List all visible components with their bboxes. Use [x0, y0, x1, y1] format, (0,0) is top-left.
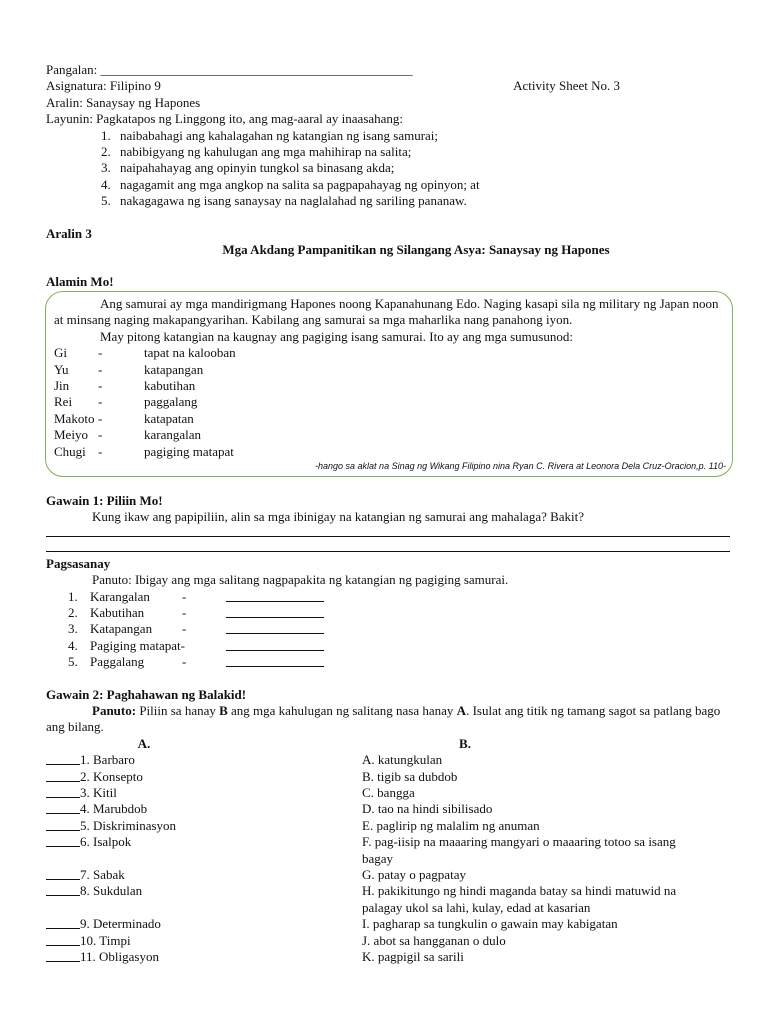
term-a: 11. Obligasyon: [80, 949, 159, 965]
objective-item: 4. nagagamit ang mga angkop na salita sa pagpapahayag ng opinyon; at: [114, 177, 726, 193]
pagsasanay-heading: Pagsasanay: [46, 555, 111, 571]
column-a-ref: A: [456, 703, 467, 718]
drill-item: [46, 638, 726, 654]
definition-b: J. abot sa hangganan o dulo: [362, 932, 506, 948]
drill-answer-blank[interactable]: [226, 589, 324, 602]
definition-b: D. tao na hindi sibilisado: [362, 801, 493, 817]
answer-blank[interactable]: [46, 867, 80, 880]
trait-dash: -: [98, 427, 103, 443]
alamin-paragraph-2: May pitong katangian na kaugnay ang pagiging isang samurai. Ito ay ang mga sumusunod:: [100, 328, 573, 344]
answer-blank[interactable]: [46, 785, 80, 798]
answer-blank[interactable]: [46, 801, 80, 814]
term-a: 1. Barbaro: [80, 752, 135, 768]
drill-answer-blank[interactable]: [226, 621, 324, 634]
alamin-paragraph-1: Ang samurai ay mga mandirigmang Hapones noong Kapanahunang Edo. Naging kasapi sila ng military ng Japan noon at minsang naging makapangyarihan. Kabilang ang samurai sa mga maharlika nang panahong iyon.: [54, 295, 719, 328]
trait-dash: -: [98, 361, 103, 377]
trait-term: Yu: [54, 361, 69, 377]
drill-dash: -: [182, 654, 187, 670]
pagsasanay-list: [46, 589, 726, 671]
matching-row: [46, 834, 726, 867]
definition-b: C. bangga: [362, 785, 415, 801]
trait-term: Chugi: [54, 443, 86, 459]
answer-blank[interactable]: [46, 883, 80, 896]
trait-row: [54, 411, 726, 427]
drill-answer-blank[interactable]: [226, 605, 324, 618]
source-citation: -hango sa aklat na Sinag ng Wikang Filipino nina Ryan C. Rivera at Leonora Dela Cruz-Oracion,p. 110-: [315, 460, 726, 471]
matching-row: [46, 949, 726, 965]
term-a: 5. Diskriminasyon: [80, 817, 177, 833]
lesson-line: Aralin: Sanaysay ng Hapones: [46, 94, 201, 110]
definition-b: E. paglirip ng malalim ng anuman: [362, 817, 540, 833]
objective-intro: Layunin: Pagkatapos ng Linggong ito, ang mag-aaral ay inaasahang:: [46, 111, 404, 127]
drill-answer-blank[interactable]: [226, 654, 324, 667]
drill-item: [46, 654, 726, 670]
matching-row: [46, 916, 726, 932]
instruction-text: ang mga kahulugan ng salitang nasa hanay: [227, 703, 457, 718]
drill-dash: -: [182, 604, 187, 620]
alamin-heading: Alamin Mo!: [46, 274, 114, 290]
objectives-list: [46, 128, 726, 210]
matching-row: [46, 933, 726, 949]
term-a: 6. Isalpok: [80, 834, 132, 850]
trait-meaning: kabutihan: [144, 377, 196, 393]
trait-term: Rei: [54, 394, 73, 410]
definition-b: F. pag-iisip na maaaring mangyari o maaaring totoo sa isang bagay: [362, 834, 676, 866]
trait-dash: -: [98, 443, 103, 459]
answer-blank[interactable]: [46, 916, 80, 929]
gawain1-question: Kung ikaw ang papipiliin, alin sa mga ibinigay na katangian ng samurai ang mahalaga? Bakit?: [92, 509, 585, 525]
instruction-text: . Isulat ang titik ng tamang sagot sa patlang bago ang bilang.: [46, 703, 721, 735]
trait-dash: -: [98, 377, 103, 393]
drill-item: [46, 589, 726, 605]
drill-word: Paggalang: [90, 654, 145, 670]
definition-b: K. pagpigil sa sarili: [362, 949, 464, 965]
trait-row: [54, 444, 726, 460]
objective-item: 1. naibabahagi ang kahalagahan ng katangian ng isang samurai;: [114, 128, 726, 144]
objective-item: 2. nabibigyang ng kahulugan ang mga mahihirap na salita;: [114, 144, 726, 160]
gawain2-heading: Gawain 2: Paghahawan ng Balakid!: [46, 686, 247, 702]
trait-meaning: paggalang: [144, 394, 198, 410]
matching-row: [46, 785, 726, 801]
subject-label: Asignatura: Filipino 9: [46, 78, 161, 94]
term-a: 7. Sabak: [80, 867, 125, 883]
drill-dash: -: [182, 588, 187, 604]
drill-item: [46, 621, 726, 637]
trait-meaning: pagiging matapat: [144, 443, 234, 459]
trait-term: Meiyo: [54, 427, 88, 443]
answer-blank[interactable]: [46, 834, 80, 847]
term-a: 8. Sukdulan: [80, 883, 143, 899]
trait-dash: -: [98, 410, 103, 426]
drill-number: 1.: [68, 588, 78, 604]
trait-term: Jin: [54, 377, 70, 393]
matching-row: [46, 818, 726, 834]
drill-number: 3.: [68, 621, 78, 637]
column-b-ref: B: [219, 703, 228, 718]
definition-b: H. pakikitungo ng hindi maganda batay sa hindi matuwid na palagay ukol sa lahi, kulay, edad at kasarian: [362, 883, 677, 915]
activity-number: Activity Sheet No. 3: [513, 78, 620, 94]
answer-blank[interactable]: [46, 933, 80, 946]
matching-row: [46, 769, 726, 785]
worksheet-page: [46, 62, 726, 966]
drill-answer-blank[interactable]: [226, 638, 324, 651]
pagsasanay-instruction: Panuto: Ibigay ang mga salitang nagpapakita ng katangian ng pagiging samurai.: [92, 572, 509, 588]
drill-dash: -: [182, 621, 187, 637]
drill-number: 4.: [68, 637, 78, 653]
definition-b: G. patay o pagpatay: [362, 867, 466, 883]
trait-dash: -: [98, 394, 103, 410]
trait-dash: -: [98, 345, 103, 361]
answer-line[interactable]: [46, 526, 730, 537]
lesson-number: Aralin 3: [46, 225, 92, 241]
term-a: 2. Konsepto: [80, 768, 143, 784]
trait-meaning: tapat na kalooban: [144, 345, 236, 361]
trait-row: [54, 394, 726, 410]
trait-term: Gi: [54, 345, 67, 361]
matching-row: [46, 867, 726, 883]
term-a: 4. Marubdob: [80, 801, 148, 817]
column-headers: [46, 736, 726, 752]
gawain1-heading: Gawain 1: Piliin Mo!: [46, 492, 163, 508]
drill-item: [46, 605, 726, 621]
term-a: 10. Timpi: [80, 932, 131, 948]
answer-blank[interactable]: [46, 752, 80, 765]
answer-blank[interactable]: [46, 949, 80, 962]
matching-row: [46, 752, 726, 768]
matching-list: [46, 752, 726, 965]
drill-word: Pagiging matapat-: [90, 637, 185, 653]
answer-blank[interactable]: [46, 818, 80, 831]
drill-number: 2.: [68, 604, 78, 620]
definition-b: I. pagharap sa tungkulin o gawain may kabigatan: [362, 916, 618, 932]
trait-term: Makoto: [54, 410, 95, 426]
column-b-header: B.: [459, 735, 471, 751]
trait-meaning: karangalan: [144, 427, 202, 443]
matching-row: [46, 801, 726, 817]
subject-line: [46, 78, 726, 94]
term-a: 3. Kitil: [80, 785, 117, 801]
alamin-box: [45, 291, 733, 477]
column-a-header: A.: [137, 735, 151, 751]
answer-blank[interactable]: [46, 769, 80, 782]
name-line: Pangalan: ________________________________________________: [46, 62, 413, 77]
trait-row: [54, 345, 726, 361]
drill-word: Karangalan: [90, 588, 150, 604]
instruction-text: Piliin sa hanay: [136, 703, 220, 718]
answer-line[interactable]: [46, 537, 730, 552]
objective-item: 5. nakagagawa ng isang sanaysay na naglalahad ng sariling pananaw.: [114, 193, 726, 209]
trait-row: [54, 378, 726, 394]
drill-number: 5.: [68, 654, 78, 670]
definition-b: A. katungkulan: [362, 752, 443, 768]
drill-word: Katapangan: [90, 621, 153, 637]
traits-list: [54, 345, 726, 460]
definition-b: B. tigib sa dubdob: [362, 768, 458, 784]
trait-row: [54, 362, 726, 378]
gawain2-instruction: [46, 703, 726, 736]
objective-item: 3. naipahahayag ang opinyin tungkol sa binasang akda;: [114, 160, 726, 176]
trait-meaning: katapatan: [144, 410, 194, 426]
trait-meaning: katapangan: [144, 361, 204, 377]
lesson-title: Mga Akdang Pampanitikan ng Silangang Asya: Sanaysay ng Hapones: [222, 242, 610, 258]
term-a: 9. Determinado: [80, 916, 161, 932]
trait-row: [54, 427, 726, 443]
drill-word: Kabutihan: [90, 604, 145, 620]
instruction-label: Panuto:: [92, 703, 137, 718]
matching-row: [46, 883, 726, 916]
